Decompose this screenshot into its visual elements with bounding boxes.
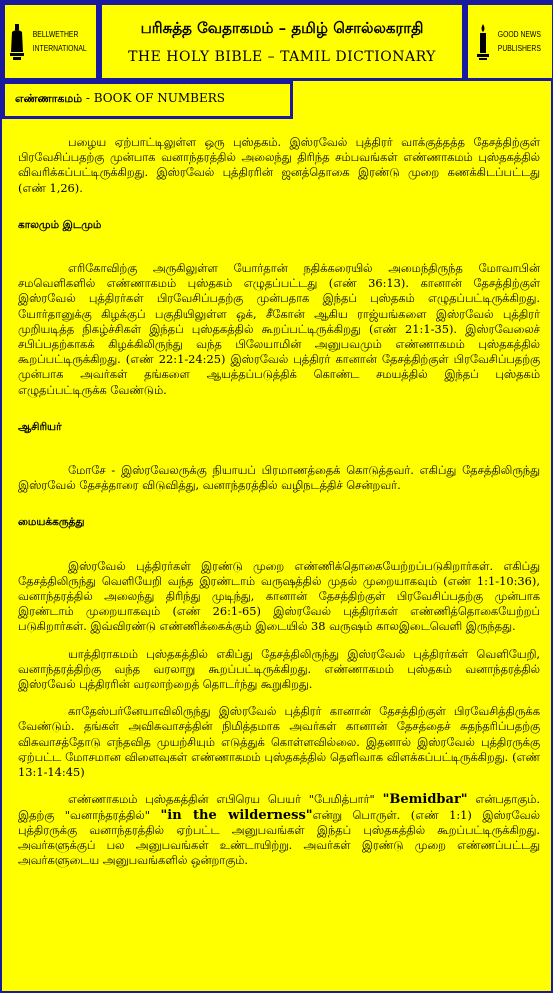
bell-logo-icon (9, 22, 25, 62)
intro-paragraph: பழைய ஏற்பாட்டிலுள்ள ஒரு புஸ்தகம். இஸ்ரவேல் புத்திரர் வாக்குத்தத்த தேசத்திற்குள் பிரவேசிப்பதற்கு முன்பாக வனாந்தரத்தில் அலைந்து திரிந்த சம்பவங்கள் எண்ணாகமம் புஸ்தகத்தில் விவரிக்கப்பட்டிருக்கிறது. இஸ்ரவேல் புத்திரரின் ஜனத்தொகை இரண்டு முறை கணக்கிடப்பட்டது (எண் 1,26). (18, 135, 540, 195)
theme-paragraph-2: யாத்திராகமம் புஸ்தகத்தில் எகிப்து தேசத்திலிருந்து இஸ்ரவேல் புத்திரர்கள் வெளியேறி, வனாந்தரத்திற்கு வந்த வரலாறு கூறப்பட்டிருக்கிறது. எண்ணாகமம் புஸ்தகம் வனாந்தரத்தில் இஸ்ரவேல் புத்திரரின் வரலாற்றைத் தொடர்ந்து கூறுகிறது. (18, 646, 540, 692)
heading-author: ஆசிரியர் (18, 420, 62, 433)
title-english: THE HOLY BIBLE – TAMIL DICTIONARY (128, 49, 436, 65)
name-paragraph (18, 792, 540, 868)
theme-paragraph-1: இஸ்ரவேல் புத்திரர்கள் இரண்டு முறை எண்ணிக்தொகையேற்றப்படுகிறார்கள். எகிப்து தேசத்திலிருந்து வெளியேறி வந்த இரண்டாம் வருஷத்தில் முதல் முறையாகவும் (எண் 1:1-10:36), வனாந்தரத்தில் அலைந்து திரிந்து முடிந்து, கானான் தேசத்திற்குள் பிரவேசிப்பதற்கு முன்பாக இரண்டாம் முறையாகவும் (எண் 26:1-65) இஸ்ரவேல் புத்திரர்கள் எண்ணித்தொகையேற்றப் படுகிறார்கள். இவ்விரண்டு எண்ணிக்கைக்கும் இடையில் 38 வருஷம் காலஇடைவெளி இருந்தது. (18, 558, 540, 634)
name-text-b: என்பதாகும். இதற்கு "வனாந்தரத்தில்" (18, 792, 540, 822)
book-title-english: BOOK OF NUMBERS (93, 91, 225, 105)
bellwether-logo-text: BELLWETHER INTERNATIONAL (33, 29, 87, 53)
goodnews-logo-text: GOOD NEWS PUBLISHERS (497, 29, 542, 53)
time-place-paragraph: எரிகோவிற்கு அருகிலுள்ள யோர்தான் நதிக்கரையில் அமைந்திருந்த மோவாபின் சமவெளிகளில் எண்ணாகமம் புஸ்தகம் எழுதப்பட்டது (எண் 36:13). கானான் தேசத்திற்குள் இஸ்ரவேல் புத்திரர்கள் பிரவேசிப்பதற்கு முன்பதாக இந்தப் புஸ்தகம் எழுதப்பட்டிருக்கிறது. யோர்தானுக்கு கிழக்குப் பகுதியிலுள்ள ஒக், சீகோன் ஆகிய ராஜ்யங்களை இஸ்ரவேல் புத்திரர் முறியடித்த நிகழ்ச்சிகள் இந்தப் புஸ்தகத்தில் கூறப்பட்டிருக்கிறது (எண் 21:1-35). இஸ்ரவேலைச் சபிப்பதற்காகக் கிழக்கிலிருந்து வந்த பிலேயாமின் அனுபவமும் எண்ணாகமம் புஸ்தகத்தில் கூறப்பட்டிருக்கிறது. (எண் 22:1-24:25) இஸ்ரவேல் புத்திரர் கானான் தேசத்திற்குள் பிரவேசிப்பதற்கு முன்பாக அவர்கள் தங்களை ஆயத்தப்படுத்திக் கொண்ட சமயத்தில் இந்தப் புஸ்தகம் எழுதப்பட்டிருக்க வேண்டும். (18, 261, 540, 397)
bellwether-logo-box (2, 2, 99, 81)
name-bold-bemidbar: "Bemidbar" (382, 792, 468, 808)
name-text-c: என்று பொருள். (எண் 1:1) இஸ்ரவேல் புத்திரருக்கு வனாந்தரத்தில் ஏற்பட்ட அனுபவங்கள் இந்தப் புஸ்தகத்தில் கூறப்பட்டிருக்கிறது. அவர்களுக்குப் பல அனுபவங்கள் உண்டாயிற்று. அவர்கள் இரண்டு முறை எண்ணப்பட்டது அவர்களுடைய அனுபவங்களில் ஒன்றாகும். (18, 807, 540, 868)
title-box (99, 2, 465, 81)
author-paragraph: மோசே - இஸ்ரவேலருக்கு நியாயப் பிரமாணத்தைக் கொடுத்தவர். எகிப்து தேசத்திலிருந்து இஸ்ரவேல் தேசத்தாரை விடுவித்து, வனாந்தரத்தில் வழிநடத்திச் சென்றவர். (18, 463, 540, 493)
heading-time-place: காலமும் இடமும் (18, 218, 102, 231)
name-bold-wilderness: "in the wilderness" (160, 807, 313, 823)
book-title-box (2, 81, 293, 119)
goodnews-logo-box (465, 2, 553, 81)
book-title-separator: - (82, 91, 94, 105)
name-text-a: எண்ணாகமம் புஸ்தகத்தின் எபிரெய பெயர் "பேமித்பார்" (68, 792, 383, 807)
candle-logo-icon (475, 22, 491, 62)
title-tamil: பரிசுத்த வேதாகமம் – தமிழ் சொல்லகராதி (140, 19, 424, 37)
theme-paragraph-3: காதேஸ்பர்னேயாவிலிருந்து இஸ்ரவேல் புத்திரர் கானான் தேசத்திற்குள் பிரவேசித்திருக்க வேண்டும். தங்கள் அவிசுவாசத்தின் நிமித்தமாக அவர்கள் கானான் தேசத்தைச் சுதந்தரிப்பதற்கு விசுவாசத்தோடு எந்தவித முயற்சியும் எடுத்துக் கொள்ளவில்லை. இதனால் இஸ்ரவேல் புத்திரருக்கு ஏற்பட்ட மோசமான விளைவுகள் எண்ணாகமம் புஸ்தகத்தில் தெளிவாக விளக்கப்பட்டிருக்கிறது. (எண் 13:1-14:45) (18, 704, 540, 780)
content (18, 122, 540, 880)
heading-theme: மையக்கருத்து (18, 516, 85, 529)
book-title-tamil: எண்ணாகமம் (15, 92, 83, 105)
